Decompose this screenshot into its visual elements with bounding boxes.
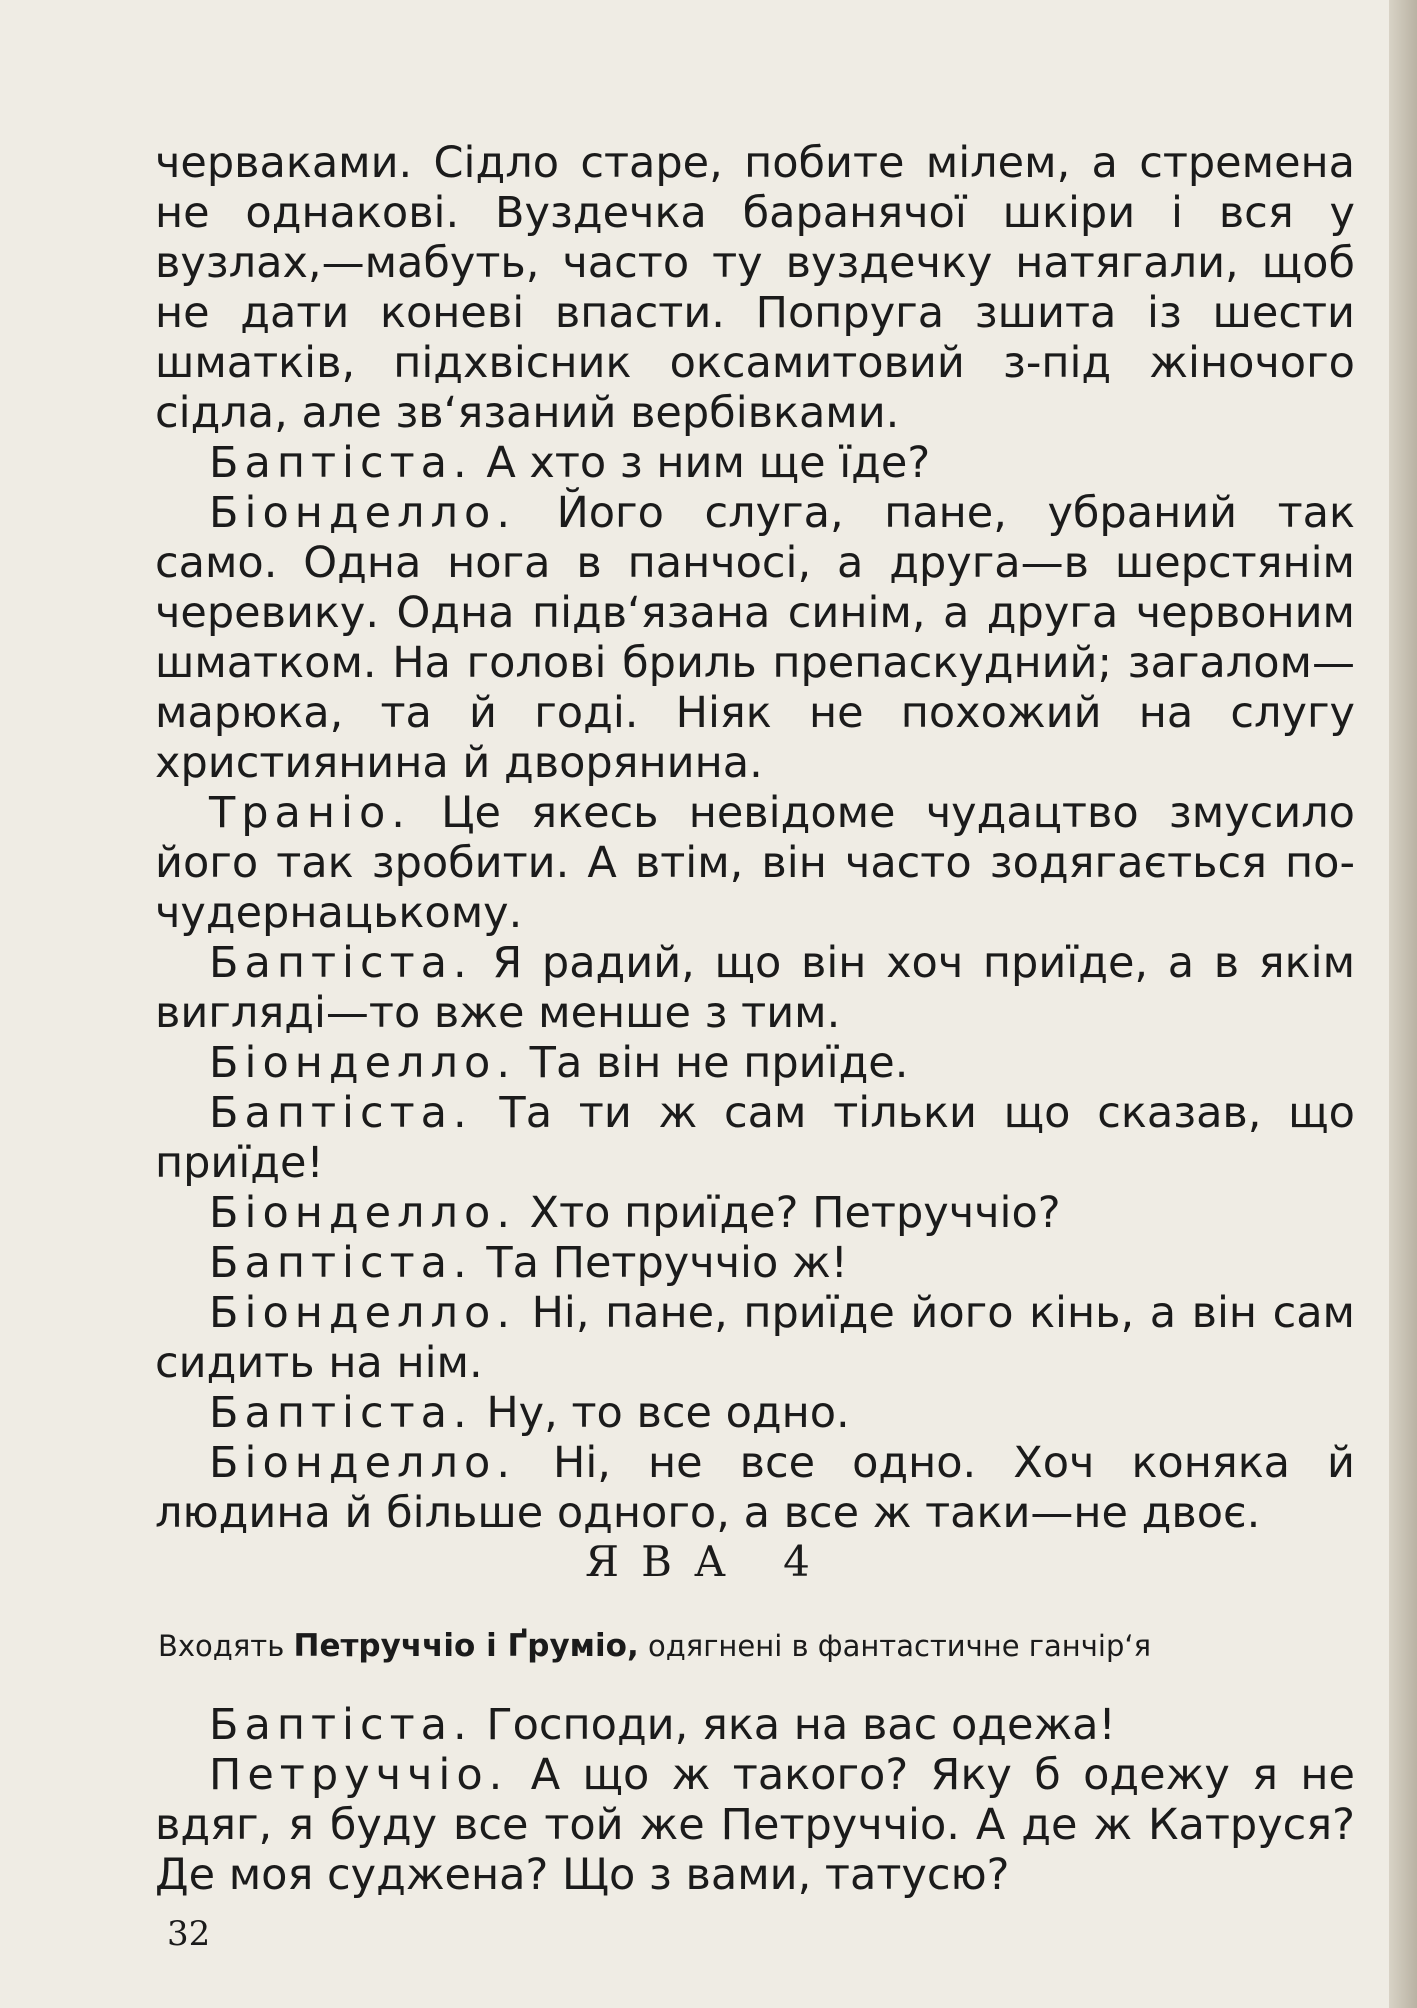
line-7 (155, 1238, 1355, 1288)
speaker: Баптіста. (209, 938, 473, 988)
speaker: Біонделло. (209, 1188, 516, 1238)
speech: Хто приїде? Петруччіо? (529, 1188, 1061, 1238)
speech: Та він не приїде. (529, 1038, 909, 1088)
line-11 (155, 1700, 1355, 1750)
speech: Ні, пане, приїде його кінь, а він сам сидить на нім. (155, 1288, 1355, 1388)
line-4 (155, 1038, 1355, 1088)
line-6 (155, 1188, 1355, 1238)
speech: Господи, яка на вас одежа! (486, 1700, 1116, 1750)
speaker: Біонделло. (209, 1288, 516, 1338)
page-number: 32 (167, 1914, 211, 1954)
line-8 (155, 1288, 1355, 1388)
speech: А що ж такого? Яку б одежу я не вдяг, я буду все той же Петруччіо. А де ж Катруся? Де моя суджена? Що з вами, татусю? (155, 1750, 1355, 1900)
speech: Та Петруччіо ж! (486, 1238, 848, 1288)
speech: Це якесь невідоме чудацтво змусило його так зробити. А втім, він часто зодягається по-чудернацькому. (155, 788, 1355, 938)
speaker: Баптіста. (209, 1238, 473, 1288)
speech: А хто з ним ще їде? (486, 438, 931, 488)
paragraph-continuation: червакaми. Сідло старе, побите мілем, а стремена не однакові. Вуздечка баранячої шкіри і вся у вузлах,—мабуть, часто ту вуздечку натягали, щоб не дати коневі впасти. Попруга зшита із шести шматків, підхвісник оксамитовий з-під жіночого сідла, але зв‘язаний вербівками. (155, 138, 1355, 438)
stage-characters: Петруччіо і Ґруміо, (293, 1628, 639, 1664)
speaker: Біонделло. (209, 1038, 516, 1088)
speaker: Баптіста. (209, 1700, 473, 1750)
speaker: Баптіста. (209, 1088, 473, 1138)
speaker: Баптіста. (209, 1388, 473, 1438)
line-12 (155, 1750, 1355, 1900)
speech: Ні, не все одно. Хоч коняка й людина й більше одного, а все ж таки—не двоє. (155, 1438, 1355, 1538)
line-10 (155, 1438, 1355, 1538)
page-edge (1389, 0, 1417, 2008)
speaker: Біонделло. (209, 1438, 516, 1488)
speech: Я радий, що він хоч приїде, а в якім вигляді—то вже менше з тим. (155, 938, 1356, 1038)
line-9 (155, 1388, 1355, 1438)
speaker: Траніо. (209, 788, 411, 838)
speech: Його слуга, пане, убраний так само. Одна нога в панчосі, а друга—в шерстянім черевику. Одна підв‘язана синім, а друга червоним шматком. На голові бриль препаскудний; загалом—марюка, та й годі. Ніяк не похожий на слугу християнина й дворянина. (155, 488, 1356, 788)
line-1 (155, 488, 1355, 788)
speaker: Баптіста. (209, 438, 473, 488)
stage-direction: Входять Петруччіо і Ґруміо, одягнені в фантастичне ганчір‘я (158, 1628, 1152, 1664)
dialogue-block-2 (155, 1700, 1355, 1900)
line-0 (155, 438, 1355, 488)
speech: Ну, то все одно. (486, 1388, 850, 1438)
speaker: Петруччіо. (209, 1750, 509, 1800)
line-2 (155, 788, 1355, 938)
scene-heading: ЯВА 4 (585, 1537, 832, 1586)
speaker: Біонделло. (209, 488, 516, 538)
speech: Та ти ж сам тільки що сказав, що приїде! (155, 1088, 1355, 1188)
dialogue-block (155, 138, 1355, 1538)
line-3 (155, 938, 1355, 1038)
line-5 (155, 1088, 1355, 1188)
